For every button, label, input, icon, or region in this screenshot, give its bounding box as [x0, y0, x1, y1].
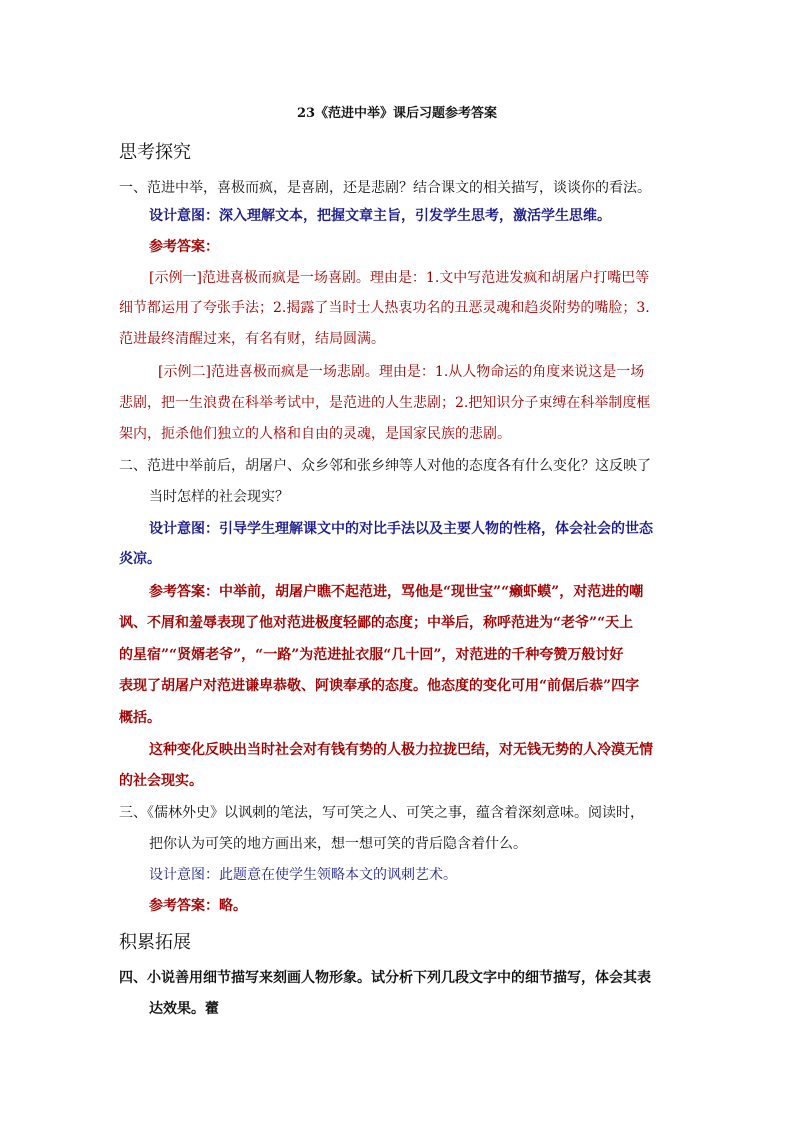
- q1-answer-label: 参考答案：: [149, 239, 219, 255]
- q2-answer-line4: 表现了胡屠户对范进谦卑恭敬、阿谀奉承的态度。他态度的变化可用“前倨后恭”四字: [119, 678, 640, 694]
- q2-answer-line3: 的星宿”“贤婿老爷”，“一路”为范进扯衣服“几十回”，对范进的千种夸赞万般讨好: [119, 647, 624, 663]
- q1-example1-line1: [示例一]范进喜极而疯是一场喜剧。理由是：1.文中写范进发疯和胡屠户打嘴巴等: [149, 270, 650, 286]
- q2-design-intent-line1: 设计意图：引导学生理解课文中的对比手法以及主要人物的性格，体会社会的世态: [149, 521, 653, 537]
- q1-example1-line3: 范进最终清醒过来，有名有财，结局圆满。: [119, 331, 385, 347]
- q2-design-intent-line2: 炎凉。: [119, 551, 161, 567]
- q2-answer-line2: 讽、不屑和羞辱表现了他对范进极度轻鄙的态度；中举后，称呼范进为“老爷”“天上: [119, 615, 634, 631]
- q1-example1-line2: 细节都运用了夸张手法；2.揭露了当时士人热衷功名的丑恶灵魂和趋炎附势的嘴脸；3.: [119, 300, 650, 316]
- document-title: 23《范进中举》课后习题参考答案: [296, 106, 498, 121]
- q2-answer-line5: 概括。: [119, 710, 161, 726]
- q2-answer-line6: 这种变化反映出当时社会对有钱有势的人极力拉拢巴结，对无钱无势的人冷漠无情: [149, 742, 653, 758]
- question-2-line2: 当时怎样的社会现实？: [149, 489, 289, 505]
- q2-answer-line1: 参考答案：中举前，胡屠户瞧不起范进，骂他是“现世宝”“癞虾蟆”，对范进的嘲: [149, 584, 644, 600]
- q1-example2-line1: [示例二]范进喜极而疯是一场悲剧。理由是：1.从人物命运的角度来说这是一场: [158, 364, 645, 380]
- question-3-line1: 三、《儒林外史》以讽刺的笔法，写可笑之人、可笑之事，蕴含着深刻意味。阅读时，: [119, 805, 644, 821]
- section-heading-extension: 积累拓展: [119, 932, 191, 953]
- question-1: 一、范进中举，喜极而疯，是喜剧，还是悲剧？结合课文的相关描写，谈谈你的看法。: [119, 180, 651, 196]
- question-4-line1: 四、小说善用细节描写来刻画人物形象。试分析下列几段文字中的细节描写，体会其表: [119, 970, 651, 986]
- question-3-line2: 把你认为可笑的地方画出来，想一想可笑的背后隐含着什么。: [149, 836, 527, 852]
- question-4-line2: 达效果。藿: [149, 1001, 219, 1017]
- q3-design-intent: 设计意图：此题意在使学生领略本文的讽刺艺术。: [149, 867, 457, 883]
- q1-example2-line2: 悲剧，把一生浪费在科举考试中，是范进的人生悲剧；2.把知识分子束缚在科举制度框: [119, 395, 651, 411]
- section-heading-thinking: 思考探究: [119, 142, 191, 163]
- q1-design-intent: 设计意图：深入理解文本，把握文章主旨，引发学生思考，激活学生思维。: [149, 208, 611, 224]
- q1-example2-line3: 架内，扼杀他们独立的人格和自由的灵魂，是国家民族的悲剧。: [119, 426, 511, 442]
- question-2-line1: 二、范进中举前后，胡屠户、众乡邻和张乡绅等人对他的态度各有什么变化？这反映了: [119, 458, 651, 474]
- q3-answer: 参考答案：略。: [149, 898, 247, 914]
- q2-answer-line7: 的社会现实。: [119, 773, 203, 789]
